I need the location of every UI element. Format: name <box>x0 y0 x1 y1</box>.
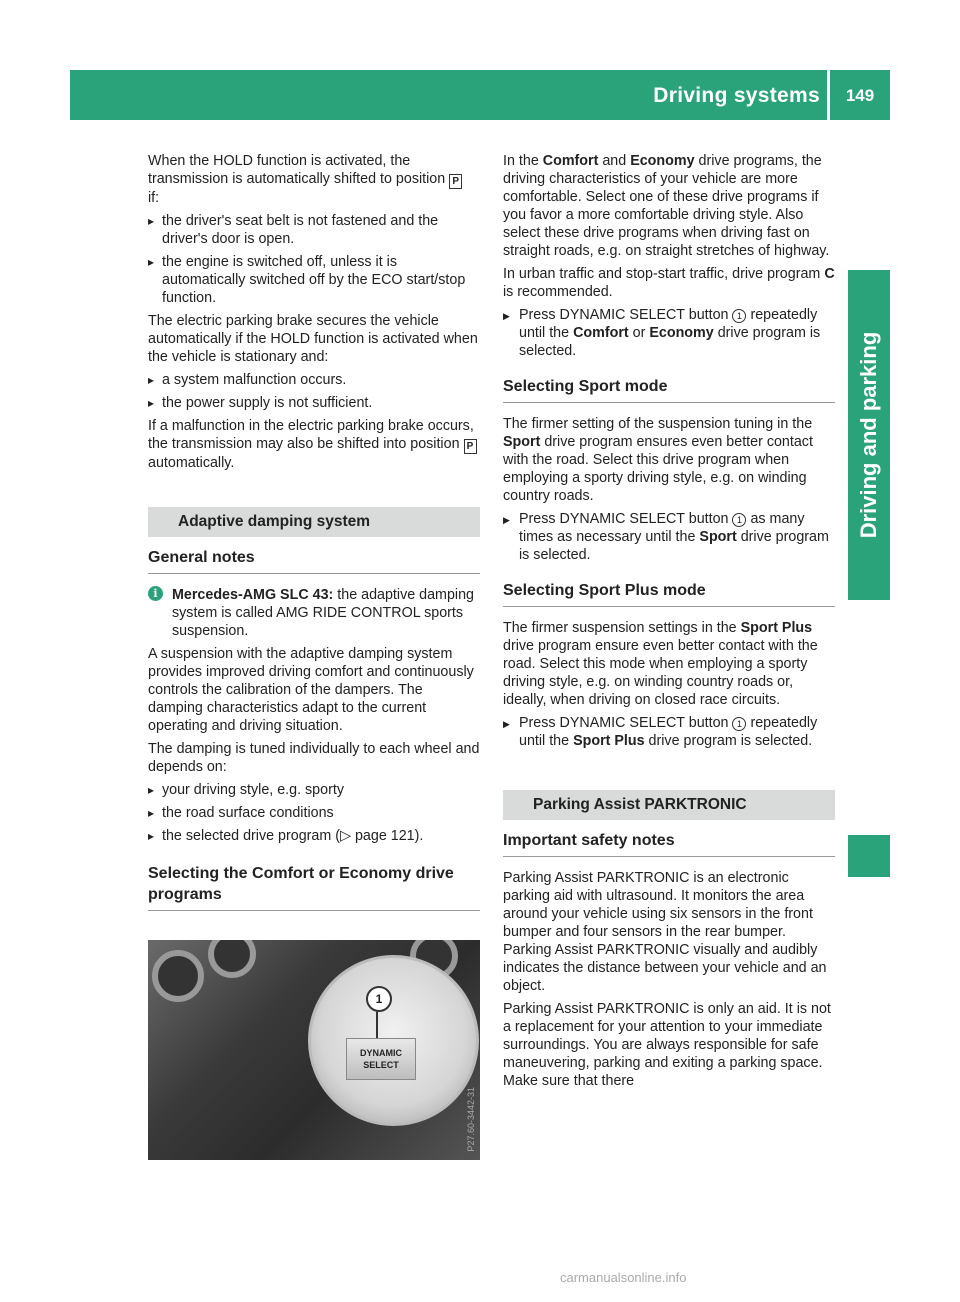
park-key-icon: P <box>449 174 462 189</box>
damping-factors-list <box>148 781 480 845</box>
heading-sport-plus-mode: Selecting Sport Plus mode <box>503 580 835 607</box>
parktronic-paragraph: Parking Assist PARKTRONIC is an electronic parking aid with ultrasound. It monitors the area around your vehicle using six sensors in the front bumper and four sensors in the rear bumper. Parking Assist PARKTRONIC visually and audibly indicates the distance between your vehicle and an object. <box>503 870 827 994</box>
suspension-paragraph: A suspension with the adaptive damping system provides improved driving comfort and continuously controls the calibration of the dampers. The damping characteristics adapt to the current operating and driving situation. <box>148 646 474 734</box>
sport-plus-paragraph: The firmer suspension settings in the Sport Plus drive program ensure even better contact with the road. Select this mode when employing a sporty driving style, e.g. on winding country roads or, ideally, when driving on closed race circuits. <box>503 620 818 708</box>
heading-general-notes: General notes <box>148 547 480 574</box>
page-ref-arrow-icon: ▷ <box>340 828 351 844</box>
hold-conditions-list <box>148 212 480 307</box>
info-icon: i <box>148 586 163 601</box>
figure-code: P27.60-3442-31 <box>466 1087 476 1152</box>
sport-paragraph: The firmer setting of the suspension tuning in the Sport drive program ensures even better contact with the road. Select this drive program when employing a sporty driving style, e.g. on winding country roads. <box>503 416 813 504</box>
park-key-icon: P <box>464 439 477 454</box>
list-item: ▸ a system malfunction occurs. <box>148 371 480 389</box>
side-marker <box>848 835 890 877</box>
callout-1-icon: 1 <box>732 717 746 731</box>
page-reference-link[interactable]: page 121). <box>354 828 424 844</box>
step-sport-plus: ▶ Press DYNAMIC SELECT button 1 repeatedly until the Sport Plus drive program is selected. <box>503 714 835 750</box>
list-item: ▸ the power supply is not sufficient. <box>148 394 480 412</box>
step-sport: ▶ Press DYNAMIC SELECT button 1 as many times as necessary until the Sport drive program is selected. <box>503 510 835 564</box>
side-chapter-label: Driving and parking <box>856 331 881 539</box>
callout-number: 1 <box>366 986 392 1012</box>
callout-leader <box>376 1012 378 1038</box>
list-item: ▸ the engine is switched off, unless it is automatically switched off by the ECO start/stop function. <box>148 253 480 307</box>
intro-paragraph: When the HOLD function is activated, the transmission is automatically shifted to position P if: <box>148 152 480 207</box>
list-item: ▸ your driving style, e.g. sporty <box>148 781 480 799</box>
section-adaptive-damping: Adaptive damping system <box>148 507 480 537</box>
dynamic-select-photo <box>148 940 480 1160</box>
zoom-circle <box>308 955 479 1126</box>
callout-1-icon: 1 <box>732 309 746 323</box>
info-note: i Mercedes-AMG SLC 43: the adaptive damping system is called AMG RIDE CONTROL sports suspension. <box>148 586 480 640</box>
list-item: ▸ the road surface conditions <box>148 804 480 822</box>
malfunction-list <box>148 371 480 412</box>
heading-sport-mode: Selecting Sport mode <box>503 376 835 403</box>
page-header-title: Driving systems <box>653 84 820 107</box>
step-comfort: ▶ Press DYNAMIC SELECT button 1 repeatedly until the Comfort or Economy drive program is selected. <box>503 306 835 360</box>
drive-program-paragraph: In the Comfort and Economy drive programs, the driving characteristics of your vehicle are more comfortable. Select one of these drive programs if you favor a more comfortable driving style. Also select these drive programs when driving fast on straight roads, e.g. on straight stretches of highway. <box>503 153 830 259</box>
right-column <box>503 152 835 1095</box>
page-number: 149 <box>845 86 875 105</box>
dynamic-select-button: DYNAMIC SELECT <box>346 1038 416 1080</box>
malfunction-paragraph: If a malfunction in the electric parking brake occurs, the transmission may also be shifted into position P automatically. <box>148 417 480 472</box>
vent-graphic <box>208 940 256 978</box>
header-divider <box>827 70 830 120</box>
list-item: ▸ the driver's seat belt is not fastened and the driver's door is open. <box>148 212 480 248</box>
vent-graphic <box>152 950 204 1002</box>
callout-1-icon: 1 <box>732 513 746 527</box>
heading-safety-notes: Important safety notes <box>503 830 835 857</box>
parktronic-aid-paragraph: Parking Assist PARKTRONIC is only an aid. It is not a replacement for your attention to your immediate surroundings. You are always responsible for safe maneuvering, parking and exiting a parking space. Make sure that there <box>503 1001 831 1089</box>
damping-paragraph: The damping is tuned individually to each wheel and depends on: <box>148 741 480 775</box>
heading-comfort-economy: Selecting the Comfort or Economy drive programs <box>148 863 480 911</box>
urban-traffic-paragraph: In urban traffic and stop-start traffic, drive program C is recommended. <box>503 266 835 300</box>
side-chapter-tab <box>848 270 890 600</box>
list-item: ▸ the selected drive program (▷ page 121). <box>148 827 480 845</box>
section-parktronic: Parking Assist PARKTRONIC <box>503 790 835 820</box>
watermark: carmanualsonline.info <box>560 1270 687 1285</box>
parking-brake-paragraph: The electric parking brake secures the vehicle automatically if the HOLD function is activated when the vehicle is stationary and: <box>148 313 478 365</box>
left-column <box>148 152 480 923</box>
